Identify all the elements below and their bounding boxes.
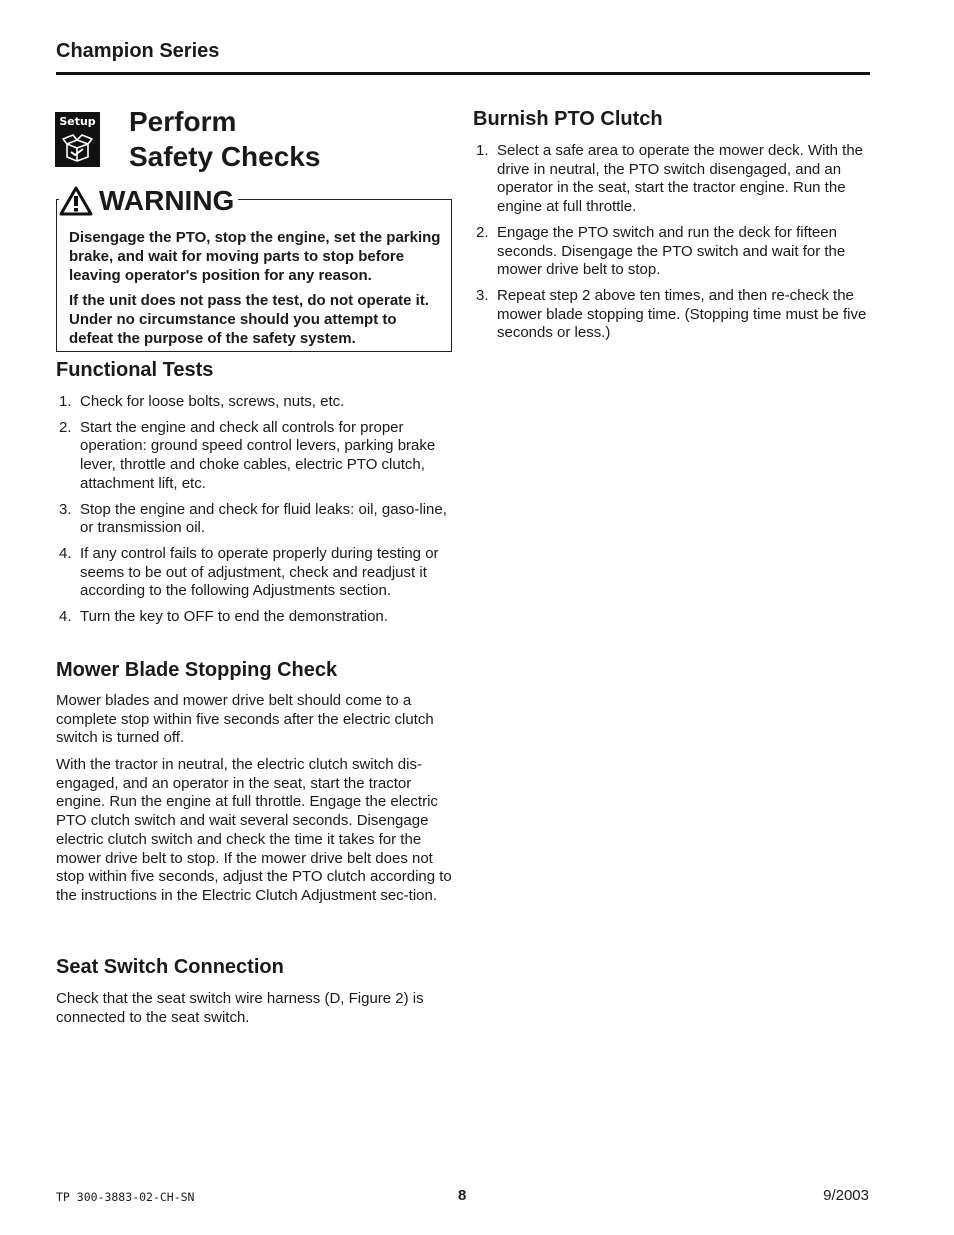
- document-date: 9/2003: [823, 1187, 869, 1204]
- burnish-list: [473, 142, 871, 350]
- list-item: [473, 224, 871, 280]
- page-number: 8: [458, 1187, 467, 1204]
- item-text: Start the engine and check all controls for proper operation: ground speed control levers, parking brake lever, throttle and choke cables, electric PTO clutch, attachment lift, etc.: [80, 418, 436, 492]
- functional-tests-list: [56, 393, 456, 634]
- list-item: [473, 142, 871, 217]
- item-number: 1.: [59, 393, 72, 410]
- item-number: 4.: [59, 544, 72, 562]
- list-item: [473, 287, 871, 343]
- page-title-line1: Perform: [129, 106, 237, 137]
- item-text: Engage the PTO switch and run the deck for fifteen seconds. Disengage the PTO switch and wait for the mower drive belt to stop.: [497, 223, 846, 279]
- item-text: Select a safe area to operate the mower deck. With the drive in neutral, the PTO switch disengaged, and an operator in the seat, start the tractor engine. Run the engine at full throttle.: [497, 142, 864, 216]
- item-number: 3.: [476, 286, 489, 304]
- list-item: [56, 608, 456, 627]
- warning-paragraph: If the unit does not pass the test, do not operate it. Under no circumstance should you attempt to defeat the purpose of the safety system.: [69, 292, 430, 347]
- item-text: Turn the key to OFF to end the demonstration.: [80, 608, 388, 626]
- seat-switch-paragraph: Check that the seat switch wire harness (D, Figure 2) is connected to the seat switch.: [56, 990, 424, 1026]
- warning-title: WARNING: [99, 185, 235, 216]
- blade-stopping-paragraph: With the tractor in neutral, the electric clutch switch dis-engaged, and an operator in the seat, start the tractor engine. Run the engine at full throttle. Engage the electric PTO clutch switch and wait several seconds. Disengage electric clutch switch and check the time it takes for the mower drive belt to stop. If the mower drive belt does not stop within five seconds, adjust the PTO clutch according to the instructions in the Electric Clutch Adjustment sec-tion.: [56, 756, 452, 904]
- warning-heading: [59, 185, 238, 217]
- list-item: [56, 419, 456, 494]
- burnish-heading: Burnish PTO Clutch: [473, 108, 663, 130]
- doc-number: TP 300-3883-02-CH-SN: [56, 1190, 195, 1204]
- warning-paragraph: Disengage the PTO, stop the engine, set the parking brake, and wait for moving parts to stop before leaving operator's position for any reason.: [69, 229, 441, 284]
- warning-triangle-icon: [59, 186, 93, 216]
- setup-box-icon: [55, 112, 100, 167]
- series-title: Champion Series: [56, 40, 220, 62]
- item-number: 2.: [476, 223, 489, 241]
- setup-label: Setup: [59, 115, 96, 128]
- seat-switch-heading: Seat Switch Connection: [56, 956, 284, 978]
- item-text: Check for loose bolts, screws, nuts, etc.: [80, 393, 345, 410]
- item-number: 4.: [59, 608, 72, 626]
- page-title: [129, 104, 320, 174]
- blade-stopping-heading: Mower Blade Stopping Check: [56, 659, 338, 681]
- list-item: [56, 501, 456, 538]
- item-text: Stop the engine and check for fluid leaks: oil, gaso-line, or transmission oil.: [80, 500, 447, 537]
- item-text: If any control fails to operate properly during testing or seems to be out of adjustment, check and readjust it according to the following Adjustments section.: [80, 544, 439, 600]
- functional-tests-heading: Functional Tests: [56, 359, 214, 381]
- list-item: [56, 545, 456, 601]
- item-text: Repeat step 2 above ten times, and then re-check the mower blade stopping time. (Stopping time must be five seconds or less.): [497, 286, 867, 342]
- item-number: 1.: [476, 142, 489, 159]
- page-title-line2: Safety Checks: [129, 141, 321, 172]
- item-number: 2.: [59, 418, 72, 436]
- blade-stopping-paragraph: Mower blades and mower drive belt should come to a complete stop within five seconds after the electric clutch switch is turned off.: [56, 692, 434, 747]
- list-item: [56, 393, 456, 412]
- header-rule: [56, 72, 870, 75]
- item-number: 3.: [59, 500, 72, 518]
